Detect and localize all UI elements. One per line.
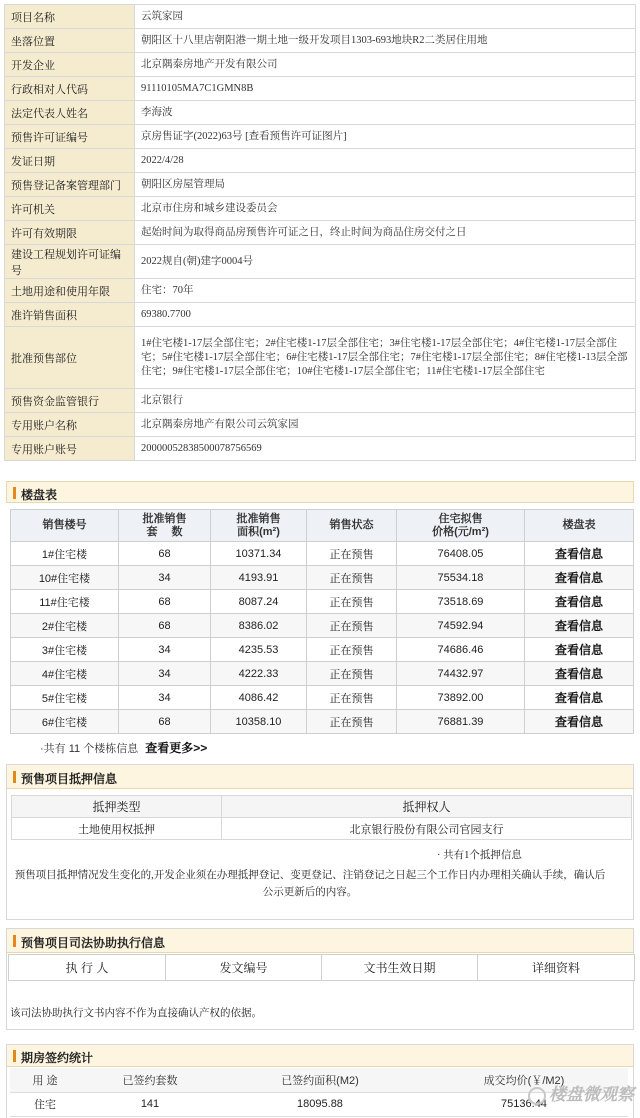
info-row (5, 437, 636, 461)
col-header-price: 住宅拟售 价格(元/m²) (397, 510, 525, 542)
info-value: 2022/4/28 (135, 149, 636, 173)
info-row (5, 101, 636, 125)
table-row (11, 638, 634, 662)
cell-price: 74592.94 (397, 614, 525, 638)
cell-units: 68 (119, 710, 211, 734)
info-value: 1#住宅楼1-17层全部住宅；2#住宅楼1-17层全部住宅；3#住宅楼1-17层全部住宅；4#住宅楼1-17层全部住宅；5#住宅楼1-17层全部住宅；6#住宅楼1-17层全部住宅；7#住宅楼1-17层全部住宅；8#住宅楼1-13层全部住宅；9#住宅楼1-17层全部住宅；10#住宅楼1-17层全部住宅；11#住宅楼1-17层全部住宅 (135, 327, 636, 389)
cell-price: 76881.39 (397, 710, 525, 734)
info-row (5, 197, 636, 221)
info-row (5, 303, 636, 327)
info-row (5, 279, 636, 303)
cell-price: 74686.46 (397, 638, 525, 662)
judicial-note: 该司法协助执行文书内容不作为直接确认产权的依据。 (10, 1008, 262, 1019)
col-header-name: 销售楼号 (11, 510, 119, 542)
contract-area-header: 已签约面积(M2) (220, 1068, 420, 1092)
mortgage-section (6, 764, 634, 920)
cell-units: 68 (119, 542, 211, 566)
contract-section-header (7, 1045, 633, 1067)
table-row (11, 566, 634, 590)
info-row (5, 327, 636, 389)
info-row (5, 125, 636, 149)
info-value: 北京隅泰房地产有限公司云筑家园 (135, 413, 636, 437)
contract-section-title: 期房签约统计 (21, 1051, 94, 1065)
cell-area: 8386.02 (211, 614, 307, 638)
section-accent-bar (13, 1050, 16, 1062)
judicial-table (8, 954, 635, 981)
cell-status: 正在预售 (307, 542, 397, 566)
info-value: 朝阳区房屋管理局 (135, 173, 636, 197)
info-row (5, 5, 636, 29)
info-label: 法定代表人姓名 (5, 101, 135, 125)
mortgage-holder-value: 北京银行股份有限公司官园支行 (222, 818, 632, 840)
info-value: 李海波 (135, 101, 636, 125)
section-accent-bar (13, 771, 16, 783)
judicial-docno-header: 发文编号 (166, 955, 322, 981)
info-label: 土地用途和使用年限 (5, 279, 135, 303)
cell-name: 11#住宅楼 (11, 590, 119, 614)
cell-area: 4193.91 (211, 566, 307, 590)
cell-area: 10371.34 (211, 542, 307, 566)
cell-status: 正在预售 (307, 686, 397, 710)
cell-name: 2#住宅楼 (11, 614, 119, 638)
wechat-logo-icon (528, 1087, 546, 1105)
cell-status: 正在预售 (307, 638, 397, 662)
contract-count-header: 已签约套数 (80, 1068, 220, 1092)
table-row (11, 662, 634, 686)
cell-units: 34 (119, 662, 211, 686)
mortgage-section-header (7, 765, 633, 789)
view-info-link[interactable]: 查看信息 (525, 614, 634, 638)
contract-price-value: 75136.44 (420, 1092, 628, 1116)
info-row (5, 413, 636, 437)
cell-price: 73892.00 (397, 686, 525, 710)
col-header-status: 销售状态 (307, 510, 397, 542)
info-label: 批准预售部位 (5, 327, 135, 389)
view-info-link[interactable]: 查看信息 (525, 566, 634, 590)
info-label: 行政相对人代码 (5, 77, 135, 101)
judicial-section-header (7, 929, 633, 953)
cell-name: 1#住宅楼 (11, 542, 119, 566)
info-value: 北京隅泰房地产开发有限公司 (135, 53, 636, 77)
info-row (5, 389, 636, 413)
mortgage-holder-header: 抵押权人 (222, 796, 632, 818)
cell-area: 4235.53 (211, 638, 307, 662)
col-header-table: 楼盘表 (525, 510, 634, 542)
cell-area: 4086.42 (211, 686, 307, 710)
view-info-link[interactable]: 查看信息 (525, 686, 634, 710)
info-row (5, 173, 636, 197)
info-row (5, 221, 636, 245)
info-value: 北京银行 (135, 389, 636, 413)
building-table (10, 509, 634, 734)
cell-area: 4222.33 (211, 662, 307, 686)
mortgage-type-header: 抵押类型 (12, 796, 222, 818)
mortgage-table (11, 795, 632, 840)
judicial-detail-header: 详细资料 (478, 955, 635, 981)
info-label: 专用账户账号 (5, 437, 135, 461)
info-value: 2022规自(朝)建字0004号 (135, 245, 636, 279)
info-label: 开发企业 (5, 53, 135, 77)
view-more-link[interactable]: 查看更多>> (145, 741, 208, 755)
info-label: 许可机关 (5, 197, 135, 221)
info-value[interactable]: 京房售证字(2022)63号 [查看预售许可证图片] (135, 125, 636, 149)
view-info-link[interactable]: 查看信息 (525, 542, 634, 566)
view-info-link[interactable]: 查看信息 (525, 638, 634, 662)
table-row (11, 710, 634, 734)
mortgage-count: · 共有1个抵押信息 (437, 850, 522, 861)
info-row (5, 77, 636, 101)
mortgage-type-value: 土地使用权抵押 (12, 818, 222, 840)
info-row (5, 245, 636, 279)
col-header-area: 批准销售 面积(m²) (211, 510, 307, 542)
section-accent-bar (13, 487, 16, 499)
judicial-section-title: 预售项目司法协助执行信息 (21, 936, 166, 950)
info-row (5, 29, 636, 53)
col-header-units: 批准销售 套 数 (119, 510, 211, 542)
project-info-table (4, 4, 636, 461)
info-row (5, 53, 636, 77)
info-label: 许可有效期限 (5, 221, 135, 245)
cell-units: 68 (119, 590, 211, 614)
cell-units: 34 (119, 686, 211, 710)
info-label: 专用账户名称 (5, 413, 135, 437)
info-value: 20000052838500078756569 (135, 437, 636, 461)
contract-area-value: 18095.88 (220, 1092, 420, 1116)
cell-price: 73518.69 (397, 590, 525, 614)
building-section-header (6, 481, 634, 503)
cell-name: 10#住宅楼 (11, 566, 119, 590)
cell-status: 正在预售 (307, 614, 397, 638)
cell-area: 8087.24 (211, 590, 307, 614)
contract-price-header: 成交均价(￥/M2) (420, 1068, 628, 1092)
mortgage-note: 预售项目抵押情况发生变化的,开发企业须在办理抵押登记、变更登记、注销登记之日起三个工作日内办理相关确认手续，确认后公示更新后的内容。 (14, 870, 606, 898)
cell-area: 10358.10 (211, 710, 307, 734)
info-label: 项目名称 (5, 5, 135, 29)
info-label: 发证日期 (5, 149, 135, 173)
watermark: 楼盘微观察 (528, 1080, 634, 1105)
cell-price: 74432.97 (397, 662, 525, 686)
cell-price: 75534.18 (397, 566, 525, 590)
table-row (11, 542, 634, 566)
info-value: 朝阳区十八里店朝阳港一期土地一级开发项目1303-693地块R2二类居住用地 (135, 29, 636, 53)
contract-use-value: 住宅 (10, 1092, 80, 1116)
cell-name: 6#住宅楼 (11, 710, 119, 734)
table-row (11, 614, 634, 638)
table-row (11, 590, 634, 614)
info-label: 建设工程规划许可证编号 (5, 245, 135, 279)
info-label: 预售资金监管银行 (5, 389, 135, 413)
info-value: 云筑家园 (135, 5, 636, 29)
view-info-link[interactable]: 查看信息 (525, 710, 634, 734)
info-row (5, 149, 636, 173)
building-total: ·共有 11 个楼栋信息 查看更多>> (40, 741, 208, 755)
cell-units: 34 (119, 638, 211, 662)
view-info-link[interactable]: 查看信息 (525, 590, 634, 614)
building-section-title: 楼盘表 (21, 488, 58, 502)
contract-use-header: 用 途 (10, 1068, 80, 1092)
table-row (11, 686, 634, 710)
info-label: 预售许可证编号 (5, 125, 135, 149)
info-value: 北京市住房和城乡建设委员会 (135, 197, 636, 221)
cell-price: 76408.05 (397, 542, 525, 566)
mortgage-section-title: 预售项目抵押信息 (21, 772, 118, 786)
cell-units: 68 (119, 614, 211, 638)
info-value: 住宅：70年 (135, 279, 636, 303)
cell-status: 正在预售 (307, 710, 397, 734)
info-label: 坐落位置 (5, 29, 135, 53)
cell-name: 4#住宅楼 (11, 662, 119, 686)
cell-status: 正在预售 (307, 662, 397, 686)
view-info-link[interactable]: 查看信息 (525, 662, 634, 686)
info-value: 起始时间为取得商品房预售许可证之日，终止时间为商品住房交付之日 (135, 221, 636, 245)
judicial-date-header: 文书生效日期 (322, 955, 478, 981)
info-value: 69380.7700 (135, 303, 636, 327)
info-label: 预售登记备案管理部门 (5, 173, 135, 197)
cell-status: 正在预售 (307, 566, 397, 590)
info-label: 准许销售面积 (5, 303, 135, 327)
cell-units: 34 (119, 566, 211, 590)
section-accent-bar (13, 935, 16, 947)
judicial-executor-header: 执 行 人 (9, 955, 166, 981)
cell-name: 3#住宅楼 (11, 638, 119, 662)
contract-count-value: 141 (80, 1092, 220, 1116)
cell-name: 5#住宅楼 (11, 686, 119, 710)
cell-status: 正在预售 (307, 590, 397, 614)
info-value: 91110105MA7C1GMN8B (135, 77, 636, 101)
